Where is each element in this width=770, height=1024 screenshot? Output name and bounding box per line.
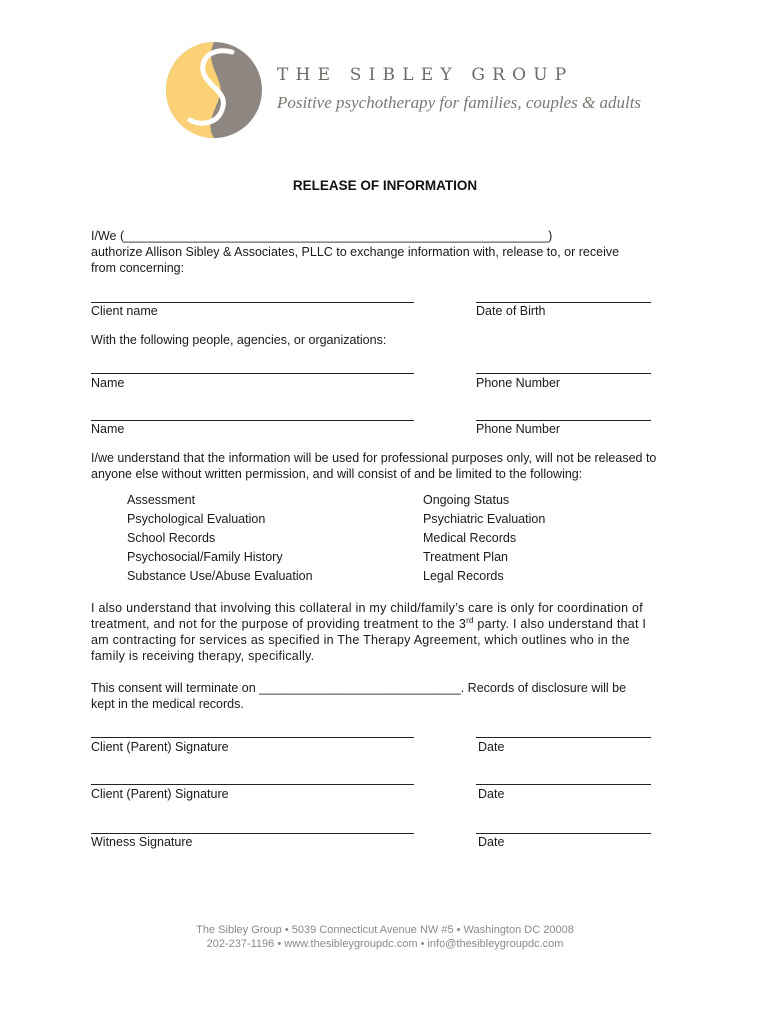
list-item: Psychiatric Evaluation xyxy=(423,512,546,526)
witness-signature-label: Witness Signature xyxy=(91,835,193,849)
list-item: Assessment xyxy=(127,493,196,507)
name-label-2: Name xyxy=(91,422,125,436)
records-list-left xyxy=(127,491,313,586)
understand-line: anyone else without written permission, and will consist of and be limited to the following: xyxy=(91,467,583,481)
list-item: Substance Use/Abuse Evaluation xyxy=(127,569,313,583)
signature-line-2[interactable] xyxy=(91,784,414,785)
understand-line: I/we understand that the information will be used for professional purposes only, will not be released to xyxy=(91,451,657,465)
collateral-line: treatment, and not for the purpose of providing treatment to the 3rd party. I also understand that I xyxy=(91,615,647,631)
client-name-line[interactable] xyxy=(91,302,414,303)
signature-label-1: Client (Parent) Signature xyxy=(91,740,229,754)
intro-line: I/We (_____________________________________________________________) xyxy=(91,229,553,243)
signature-line-1[interactable] xyxy=(91,737,414,738)
date-line-1[interactable] xyxy=(476,737,651,738)
list-item: Ongoing Status xyxy=(423,493,510,507)
records-list-right xyxy=(423,491,545,586)
dob-label: Date of Birth xyxy=(476,304,546,318)
logo xyxy=(162,40,607,140)
footer-contact: 202-237-1196 • www.thesibleygroupdc.com • info@thesibleygroupdc.com xyxy=(206,938,564,950)
phone-label-1: Phone Number xyxy=(476,376,561,390)
with-following-text: With the following people, agencies, or organizations: xyxy=(91,333,387,347)
date-line-2[interactable] xyxy=(476,784,651,785)
footer xyxy=(0,923,770,951)
consent-text xyxy=(91,680,691,712)
list-item: Psychological Evaluation xyxy=(127,512,266,526)
signature-label-2: Client (Parent) Signature xyxy=(91,787,229,801)
date-label-3: Date xyxy=(478,835,505,849)
understand-text xyxy=(91,450,691,482)
brand-tagline: Positive psychotherapy for families, couples & adults xyxy=(277,93,642,112)
name-line-1[interactable] xyxy=(91,373,414,374)
consent-line: This consent will terminate on _____________________________. Records of disclosure will be xyxy=(91,681,627,695)
dob-line[interactable] xyxy=(476,302,651,303)
form-title: RELEASE OF INFORMATION xyxy=(292,178,478,193)
intro-line: from concerning: xyxy=(91,261,185,275)
list-item: School Records xyxy=(127,531,216,545)
collateral-line: family is receiving therapy, specifically. xyxy=(91,649,315,663)
collateral-line: I also understand that involving this collateral in my child/family’s care is only for coordination of xyxy=(91,601,643,615)
list-item: Psychosocial/Family History xyxy=(127,550,283,564)
list-item: Medical Records xyxy=(423,531,517,545)
ordinal-suffix: rd xyxy=(466,615,474,625)
date-label-1: Date xyxy=(478,740,505,754)
name-line-2[interactable] xyxy=(91,420,414,421)
brand-name: THE SIBLEY GROUP xyxy=(277,65,574,85)
phone-label-2: Phone Number xyxy=(476,422,561,436)
intro-line: authorize Allison Sibley & Associates, PLLC to exchange information with, release to, or receive xyxy=(91,245,620,259)
date-line-3[interactable] xyxy=(476,833,651,834)
list-item: Treatment Plan xyxy=(423,550,508,564)
phone-line-2[interactable] xyxy=(476,420,651,421)
logo-mark-icon xyxy=(162,40,272,140)
collateral-text xyxy=(91,600,691,664)
list-item: Legal Records xyxy=(423,569,504,583)
witness-signature-line[interactable] xyxy=(91,833,414,834)
footer-address: The Sibley Group • 5039 Connecticut Avenue NW #5 • Washington DC 20008 xyxy=(196,924,574,936)
consent-line: kept in the medical records. xyxy=(91,697,244,711)
client-name-label: Client name xyxy=(91,304,158,318)
phone-line-1[interactable] xyxy=(476,373,651,374)
date-label-2: Date xyxy=(478,787,505,801)
intro-text xyxy=(91,228,691,276)
name-label-1: Name xyxy=(91,376,125,390)
collateral-line: am contracting for services as specified in The Therapy Agreement, which outlines who in the xyxy=(91,633,630,647)
